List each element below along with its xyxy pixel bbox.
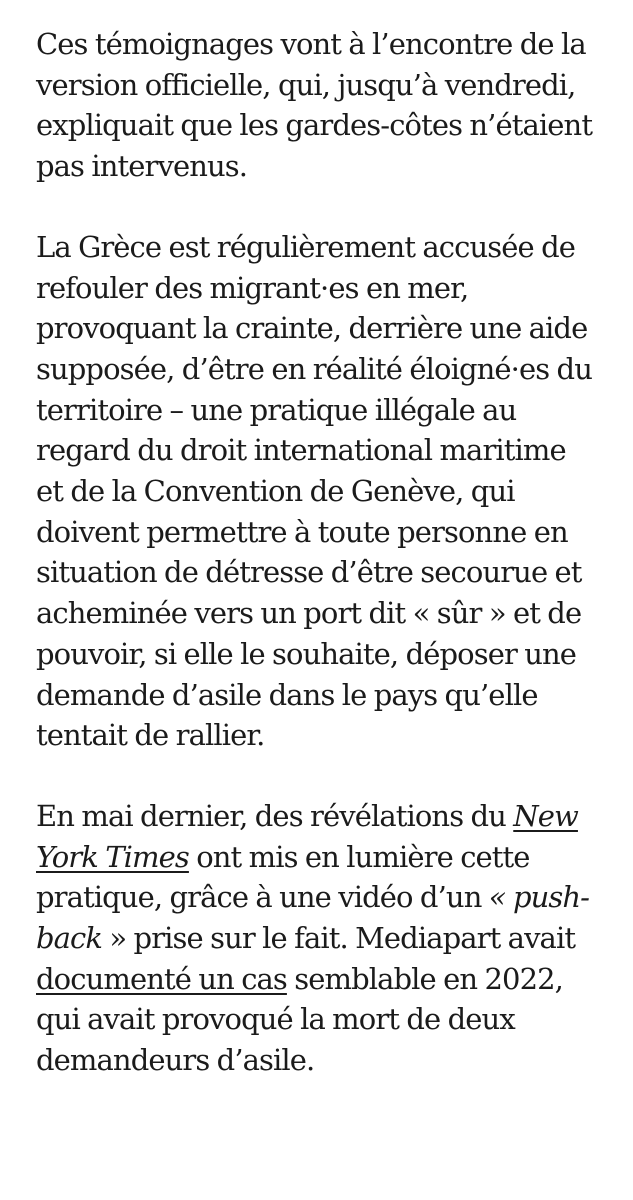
text-line: Ces témoignages vont à l’encontre de la <box>36 27 586 61</box>
text-segment: » prise sur le fait. Mediapart avait <box>102 921 576 956</box>
text-line: situation de détresse d’être secourue et <box>36 555 582 590</box>
text-segment: pratique, grâce à une vidéo d’un <box>36 880 489 915</box>
paragraph-3 <box>36 796 619 1081</box>
text-segment: semblable en 2022, <box>286 961 563 996</box>
new-york-times-link-continued[interactable]: York Times <box>36 839 189 874</box>
text-line: regard du droit international maritime <box>36 433 566 468</box>
text-line <box>36 918 619 959</box>
text-line: pouvoir, si elle le souhaite, déposer une <box>36 636 577 671</box>
pushback-term: « push- <box>488 880 590 915</box>
text-line: territoire – une pratique illégale au <box>36 392 517 427</box>
pushback-term-continued: back <box>36 921 103 956</box>
text-line: pas intervenus. <box>36 149 248 184</box>
text-line: demandeurs d’asile. <box>36 1043 315 1078</box>
text-line: doivent permettre à toute personne en <box>36 514 568 549</box>
new-york-times-link[interactable]: New <box>513 798 578 833</box>
paragraph-1 <box>36 24 619 187</box>
text-line: expliquait que les gardes-côtes n’étaient <box>36 108 593 143</box>
text-line <box>36 959 619 1000</box>
text-line: version officielle, qui, jusqu’à vendredi, <box>36 67 576 102</box>
text-line: supposée, d’être en réalité éloigné·es du <box>36 351 592 386</box>
text-line: tentait de rallier. <box>36 718 265 753</box>
paragraph-2 <box>36 227 619 756</box>
text-line: La Grèce est régulièrement accusée de <box>36 229 576 264</box>
text-segment: En mai dernier, des révélations du <box>36 798 514 833</box>
text-line: demande d’asile dans le pays qu’elle <box>36 677 538 712</box>
text-line: acheminée vers un port dit « sûr » et de <box>36 596 582 631</box>
text-segment: ont mis en lumière cette <box>188 839 530 874</box>
text-line: et de la Convention de Genève, qui <box>36 474 515 509</box>
text-line: provoquant la crainte, derrière une aide <box>36 311 588 346</box>
documente-un-cas-link[interactable]: documenté un cas <box>36 961 287 996</box>
text-line: qui avait provoqué la mort de deux <box>36 1002 515 1037</box>
text-line <box>36 877 619 918</box>
text-line <box>36 796 619 837</box>
text-line <box>36 837 619 878</box>
text-line: refouler des migrant·es en mer, <box>36 270 469 305</box>
